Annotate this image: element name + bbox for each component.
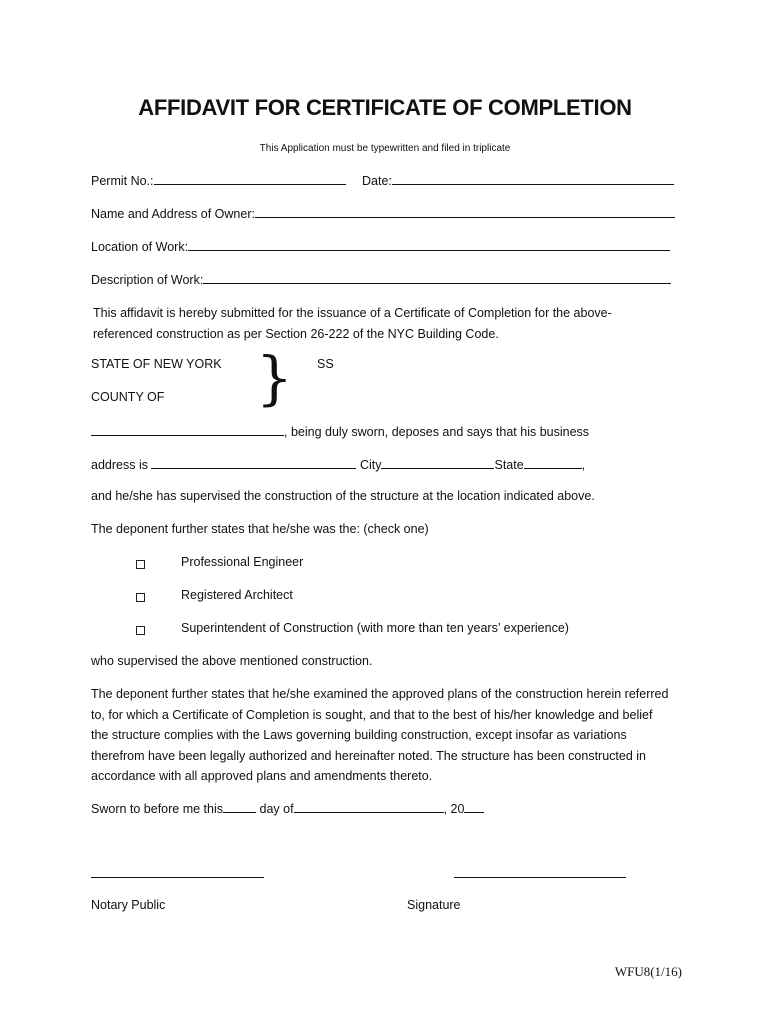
state-label: State [494, 458, 524, 472]
date-label: Date: [362, 174, 392, 188]
city-label: City [359, 458, 382, 472]
choice-superintendent: Superintendent of Construction (with more than ten years’ experience) [181, 621, 569, 635]
sworn-before-prefix: Sworn to before me this [91, 802, 224, 816]
form-code: WFU8(1/16) [614, 964, 682, 979]
supervised-above: who supervised the above mentioned construction. [91, 654, 373, 668]
venue-county: COUNTY OF [91, 390, 165, 404]
sworn-year-field[interactable] [464, 800, 484, 813]
deponent-signature-line[interactable] [454, 877, 626, 878]
owner-row [91, 205, 675, 221]
sworn-day-label: day of [259, 802, 294, 816]
brace-icon: } [256, 344, 293, 412]
description-field[interactable] [203, 271, 671, 284]
notary-signature-line[interactable] [91, 877, 264, 878]
supervised-text: and he/she has supervised the construction of the structure at the location indicated above. [91, 489, 595, 503]
choice-registered-architect: Registered Architect [181, 588, 293, 602]
address-field[interactable] [151, 456, 356, 469]
choice-professional-engineer: Professional Engineer [181, 555, 304, 569]
location-label: Location of Work: [91, 240, 189, 254]
sworn-year-label: , 20 [443, 802, 465, 816]
city-field[interactable] [381, 456, 494, 469]
date-field[interactable] [392, 172, 674, 185]
page-title: AFFIDAVIT FOR CERTIFICATE OF COMPLETION [138, 95, 632, 120]
check-intro: The deponent further states that he/she was the: (check one) [91, 522, 429, 536]
checkbox-registered-architect[interactable] [136, 593, 145, 602]
permit-field[interactable] [154, 172, 346, 185]
owner-field[interactable] [255, 205, 675, 218]
address-trailing: , [581, 458, 586, 472]
signature-label: Signature [407, 898, 461, 912]
location-row [91, 238, 670, 254]
sworn-day-field[interactable] [223, 800, 256, 813]
state-field[interactable] [524, 456, 582, 469]
deponent-name-field[interactable] [91, 423, 284, 436]
notary-label: Notary Public [91, 898, 166, 912]
address-label: address is [91, 458, 148, 472]
venue-ss: SS [317, 357, 334, 371]
description-row [91, 271, 671, 287]
checkbox-superintendent[interactable] [136, 626, 145, 635]
permit-row [91, 172, 346, 188]
sworn-month-field[interactable] [294, 800, 444, 813]
permit-label: Permit No.: [91, 174, 154, 188]
sworn-text: , being duly sworn, deposes and says that his business [284, 425, 590, 439]
deponent-row [91, 423, 589, 439]
subtitle: This Application must be typewritten and filed in triplicate [259, 143, 511, 154]
checkbox-professional-engineer[interactable] [136, 560, 145, 569]
sworn-before-row [91, 800, 484, 816]
owner-label: Name and Address of Owner: [91, 207, 255, 221]
venue-state: STATE OF NEW YORK [91, 357, 222, 371]
intro-paragraph: This affidavit is hereby submitted for the issuance of a Certificate of Completion for the above-referenced construction as per Section 26-222 of the NYC Building Code. [93, 306, 612, 341]
date-row [362, 172, 674, 188]
address-row [91, 456, 585, 472]
description-label: Description of Work: [91, 273, 204, 287]
examined-paragraph: The deponent further states that he/she examined the approved plans of the construction herein referred to, for which a Certificate of Completion is sought, and that to the best of his/her knowledge and belief the structure complies with the Laws governing building construction, except insofar as variations therefrom have been legally authorized and hereinafter noted. The structure has been constructed in accordance with all approved plans and amendments thereto. [91, 687, 669, 783]
location-field[interactable] [188, 238, 670, 251]
